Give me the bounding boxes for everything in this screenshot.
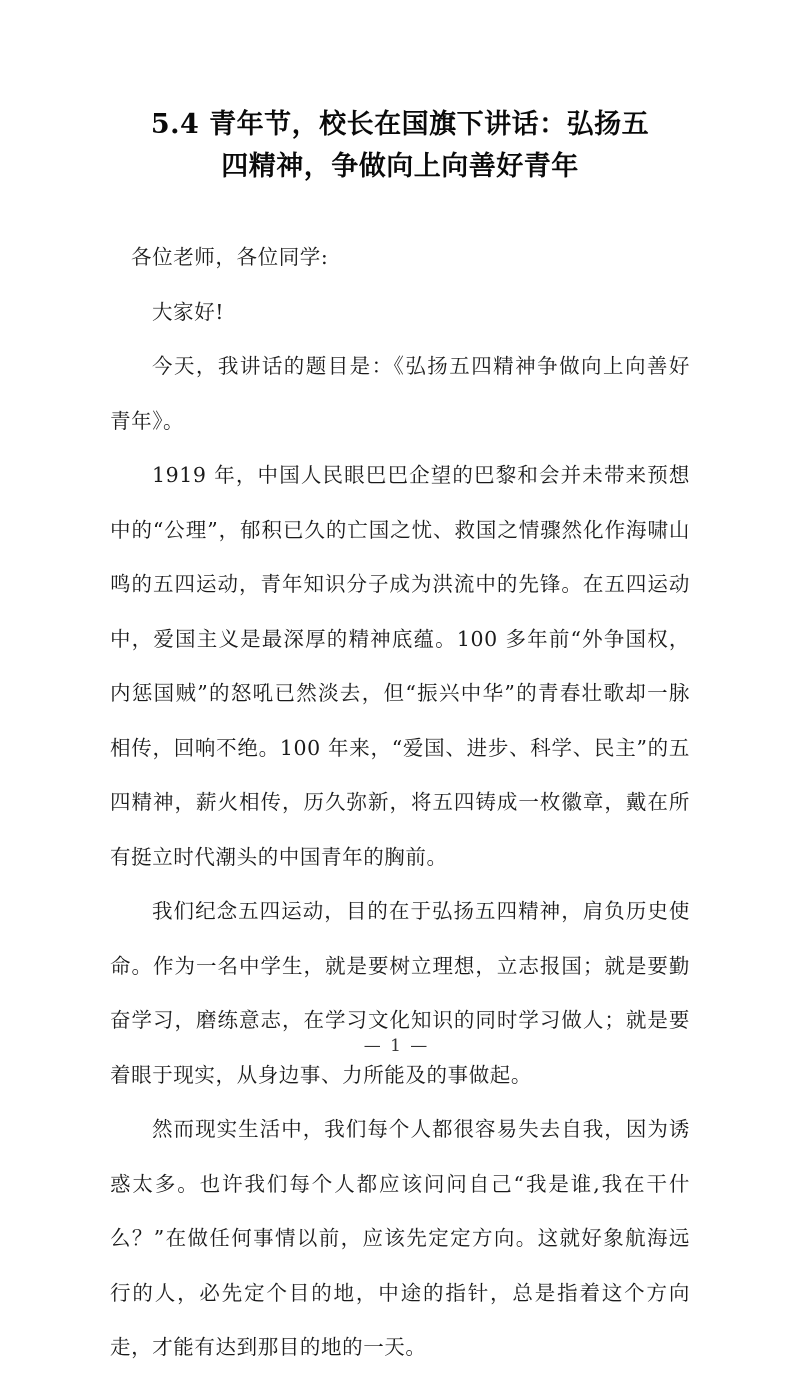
paragraph-greeting-2: 大家好!: [152, 299, 225, 324]
document-body: [110, 230, 690, 1375]
paragraph-commemorate: 我们纪念五四运动，目的在于弘扬五四精神，肩负历史使命。作为一名中学生，就是要树立理想，立志报国；就是要勤奋学习，磨练意志，在学习文化知识的同时学习做人；就是要着眼于现实，从身边事、力所能及的事做起。: [110, 899, 690, 1087]
paragraph-topic: 今天，我讲话的题目是：《弘扬五四精神争做向上向善好青年》。: [110, 354, 690, 433]
paragraph-1919: 1919 年，中国人民眼巴巴企望的巴黎和会并未带来预想中的“公理”，郁积已久的亡国之忧、救国之情骤然化作海啸山鸣的五四运动，青年知识分子成为洪流中的先锋。在五四运动中，爱国主义是最深厚的精神底蕴。100 多年前“外争国权，内惩国贼”的怒吼已然淡去，但“振兴中华”的青春壮歌却一脉相传，回响不绝。100 年来，“爱国、进步、科学、民主”的五四精神，薪火相传，历久弥新，将五四铸成一枚徽章，戴在所有挺立时代潮头的中国青年的胸前。: [110, 463, 690, 869]
document-content: [110, 104, 690, 1375]
paragraph-greeting-1: 各位老师，各位同学:: [131, 245, 329, 269]
paragraph-reality: 然而现实生活中，我们每个人都很容易失去自我，因为诱惑太多。也许我们每个人都应该问问自己“我是谁,我在干什么？”在做任何事情以前，应该先定定方向。这就好象航海远行的人，必先定个目的地，中途的指针，总是指着这个方向走，才能有达到那目的地的一天。: [110, 1117, 690, 1359]
page-title: 5.4 青年节，校长在国旗下讲话：弘扬五 四精神，争做向上向善好青年: [150, 109, 650, 182]
page-number-footer: — 1 —: [363, 1036, 430, 1056]
